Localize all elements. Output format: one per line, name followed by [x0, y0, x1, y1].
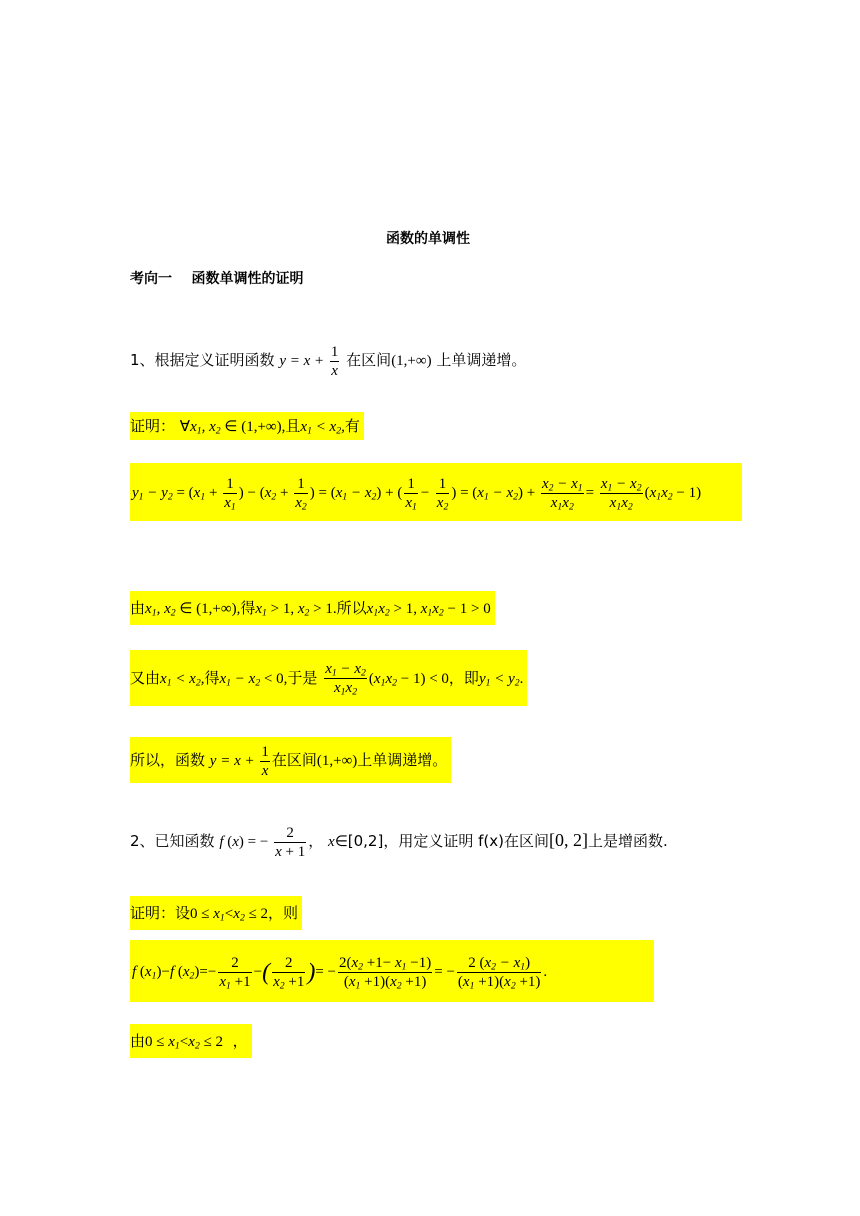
q1-interval: (1,+∞) — [391, 352, 432, 369]
proof1-line1 — [130, 412, 364, 440]
proof2-line1: 证明：设$0 \le x_1<x_2 \le 2$，则 — [130, 896, 302, 930]
proof1-equation: $y_1 - y_2 = (x_1$ + $\frac{1}{x_1}$ ) − ($x_2$ + $\frac{1}{x_2}$ ) = $(x_1 - x_2)$ + ( $\frac{1}{x_1}$ − $\frac{1}{x_2}$ ) = $(x_1 - x_2)$ + $\frac{x_2 - x_1}{x_1x_2}$ = $\frac{x_1 - x_2}{x_1x_2}$ $(x_1x_2 - 1)$ — [130, 463, 742, 521]
proof1-conclusion-mid: 在区间 — [271, 751, 317, 769]
proof2-label: 证明：设 — [130, 904, 191, 922]
proof1-line3: 由$x_1$, $x_2$ ∈ (1,+∞),得$x_1 > 1$, $x_2 > 1$.所以$x_1x_2 > 1$, $x_1x_2 - 1 > 0$ — [130, 591, 495, 625]
proof1-suoyi: 所以 — [336, 601, 367, 617]
proof2-line3: 由$0 \le x_1<x_2 \le 2$ ， — [130, 1024, 252, 1058]
q1-function: y = x + $\frac{1}{x}$ — [279, 344, 339, 379]
proof1-order: $x_1 < x_2$, — [300, 419, 345, 437]
proof1-yushi: 于是 — [287, 671, 318, 687]
q2-prefix: 2、已知函数 — [130, 832, 215, 850]
proof2-equation: f $(x_1)-f$ $(x_2)=-$ $\frac{2}{x_1 +1}$ −( $\frac{2}{x_2 +1}$ )= − $\frac{2(x_2 +1- x_1 -1)}{(x_1 +1)(x_2 +1)}$ = − $\frac{2 (x_2 - x_1)}{(x_1 +1)(x_2 +1)}$ . — [130, 940, 654, 1002]
proof1-de2: 得 — [204, 671, 220, 687]
proof2-ze: ，则 — [268, 904, 299, 922]
section-heading: 考向一 函数单调性的证明 — [130, 271, 304, 287]
q1-end: 上单调递增。 — [436, 350, 527, 369]
question-2: 2、已知函数 f (x) = − $\frac{2}{x + 1}$ ， x∈[0,2]，用定义证明 f(x)在区间[0, 2]上是增函数. — [130, 825, 668, 861]
proof1-quantifier: $\forall x_1$, $x_2$ ∈ (1,+∞), — [179, 419, 286, 437]
q1-suffix: 在区间 — [346, 350, 392, 369]
q2-domain-text: ∈[0,2]，用定义证明 f(x)在区间 — [334, 832, 549, 850]
proof1-label: 证明： — [130, 417, 176, 435]
proof2-you: 由 — [130, 1032, 146, 1050]
proof1-de: 得 — [240, 601, 256, 617]
question-1 — [130, 343, 526, 380]
q2-end: 上是增函数. — [587, 832, 668, 850]
proof1-conclusion-prefix: 所以，函数 — [130, 751, 206, 769]
proof1-you2: 由 — [130, 601, 146, 617]
proof1-youyou: 又由 — [130, 671, 161, 687]
page-title: 函数的单调性 — [386, 231, 470, 247]
proof1-conclusion-end: 上单调递增。 — [357, 751, 448, 769]
q1-prefix: 1、根据定义证明函数 — [130, 350, 275, 369]
proof1-ji: 即 — [463, 671, 479, 687]
proof2-tail: ， — [232, 1032, 248, 1050]
proof1-line4: 又由$x_1 < x_2$,得$x_1 - x_2 < 0$,于是 $\frac{x_1 - x_2}{x_1x_2}$ $(x_1x_2 - 1) < 0$，即$y_1 < y_2$. — [130, 650, 527, 706]
proof1-qie: 且 — [285, 419, 301, 435]
proof1-conclusion: 所以，函数 y = x + $\frac{1}{x}$ 在区间(1,+∞)上单调递增。 — [130, 737, 451, 783]
proof1-you: 有 — [344, 419, 360, 435]
